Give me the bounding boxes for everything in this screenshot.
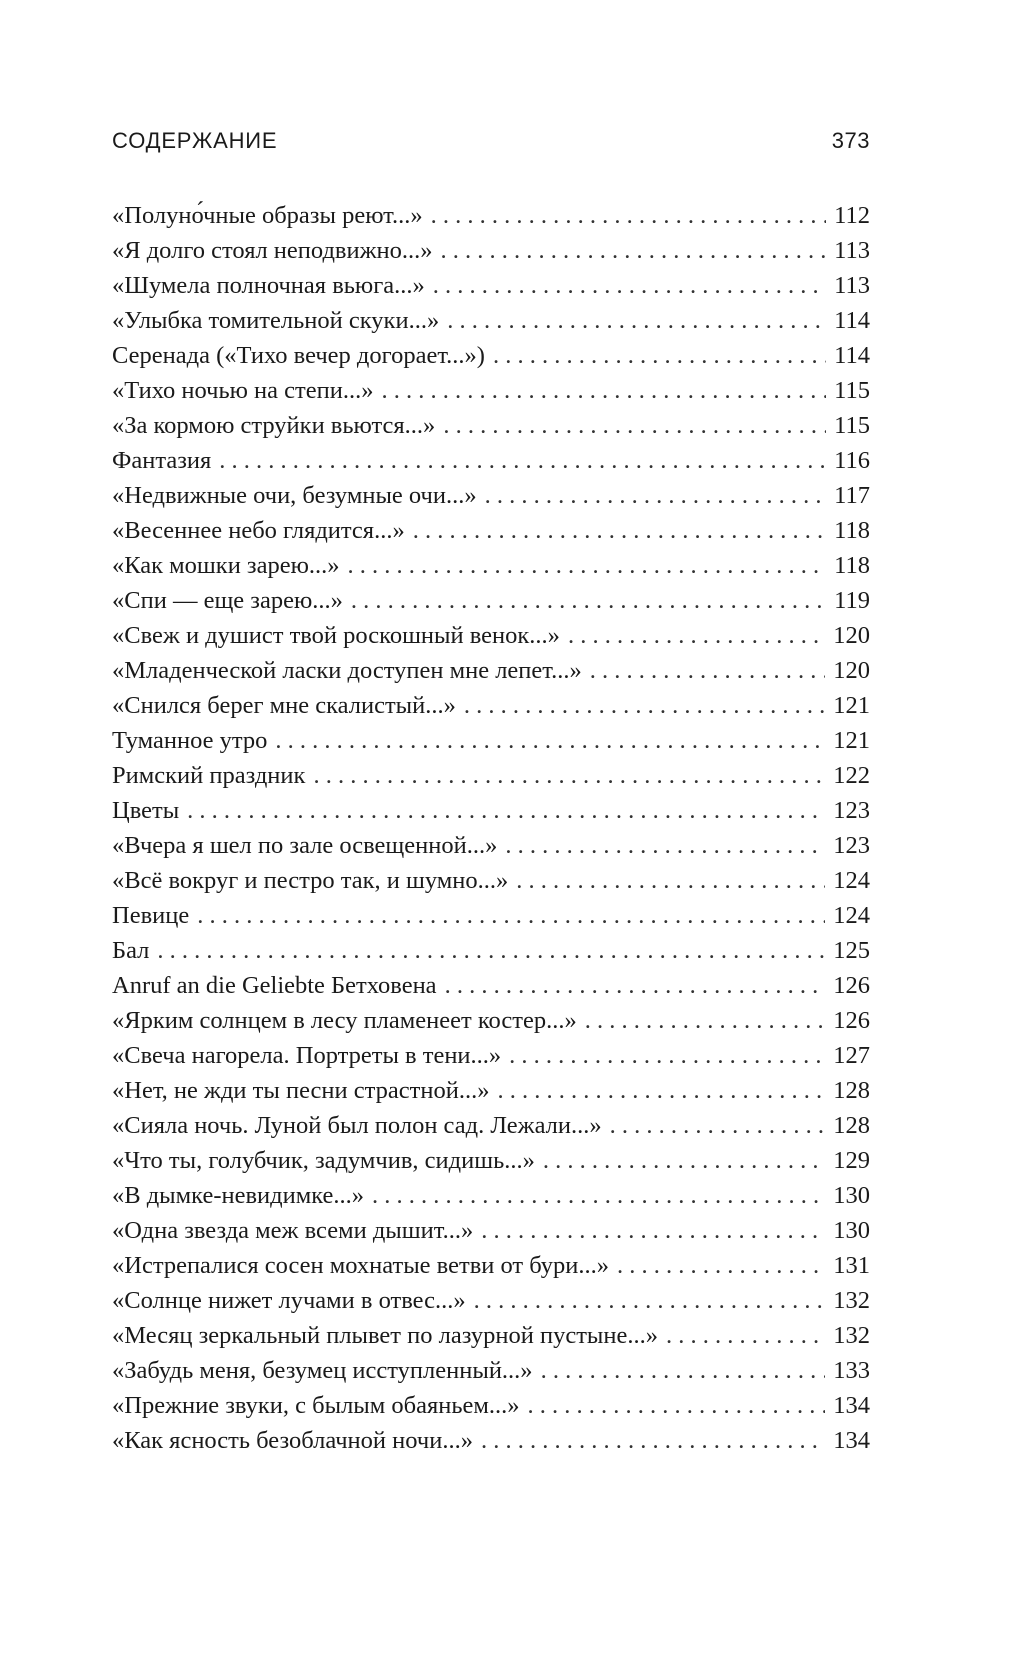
toc-entry-title: «Шумела полночная вьюга...» <box>112 272 425 299</box>
toc-entry-title: Туманное утро <box>112 727 268 754</box>
toc-entry-page: 127 <box>833 1042 870 1069</box>
toc-entry <box>112 1318 870 1353</box>
toc-entry-title: «Снился берег мне скалистый...» <box>112 692 456 719</box>
toc-entry-page: 125 <box>833 937 870 964</box>
toc-entry <box>112 233 870 268</box>
toc-entry <box>112 1108 870 1143</box>
dot-leader <box>541 1353 826 1388</box>
toc-entry <box>112 688 870 723</box>
toc-entry-page: 112 <box>834 202 870 229</box>
toc-entry-title: «Свеча нагорела. Портреты в тени...» <box>112 1042 502 1069</box>
toc-entry-title: «Как мошки зарею...» <box>112 552 340 579</box>
toc-entry-page: 115 <box>834 377 870 404</box>
toc-entry-title: «Весеннее небо глядится...» <box>112 517 405 544</box>
toc-entry-title: «Вчера я шел по зале освещенной...» <box>112 832 498 859</box>
toc-entry-title: «Недвижные очи, безумные очи...» <box>112 482 477 509</box>
dot-leader <box>372 1178 825 1213</box>
toc-entry <box>112 1003 870 1038</box>
toc-entry-page: 114 <box>834 342 870 369</box>
toc-entry-page: 116 <box>834 447 870 474</box>
dot-leader <box>617 1248 825 1283</box>
toc-entry-page: 124 <box>833 902 870 929</box>
toc-entry-page: 132 <box>833 1322 870 1349</box>
dot-leader <box>485 478 827 513</box>
toc-entry-title: «Прежние звуки, с былым обаяньем...» <box>112 1392 520 1419</box>
running-head <box>112 128 870 172</box>
toc-entry-title: «За кормою струйки вьются...» <box>112 412 436 439</box>
toc-entry <box>112 443 870 478</box>
toc-entry-title: Бал <box>112 937 150 964</box>
dot-leader <box>381 373 826 408</box>
toc-entry-title: «Свеж и душист твой роскошный венок...» <box>112 622 560 649</box>
toc-entry-page: 126 <box>833 972 870 999</box>
toc-entry-title: «Сияла ночь. Луной был полон сад. Лежали...» <box>112 1112 602 1139</box>
toc-entry <box>112 373 870 408</box>
toc-entry <box>112 1213 870 1248</box>
toc-entry <box>112 583 870 618</box>
dot-leader <box>443 408 826 443</box>
table-of-contents <box>112 198 870 1458</box>
toc-entry-page: 120 <box>833 657 870 684</box>
toc-entry-title: «Забудь меня, безумец исступленный...» <box>112 1357 533 1384</box>
dot-leader <box>447 303 826 338</box>
dot-leader <box>497 1073 825 1108</box>
toc-entry-title: «В дымке-невидимке...» <box>112 1182 365 1209</box>
toc-entry-page: 134 <box>833 1427 870 1454</box>
toc-entry-page: 128 <box>833 1112 870 1139</box>
toc-entry-page: 126 <box>833 1007 870 1034</box>
toc-entry <box>112 863 870 898</box>
toc-entry-page: 122 <box>833 762 870 789</box>
dot-leader <box>433 268 826 303</box>
dot-leader <box>464 688 825 723</box>
toc-entry <box>112 1038 870 1073</box>
toc-entry <box>112 898 870 933</box>
toc-entry-title: Anruf an die Geliebte Бетховена <box>112 972 437 999</box>
dot-leader <box>413 513 826 548</box>
toc-entry-page: 120 <box>833 622 870 649</box>
toc-entry <box>112 1143 870 1178</box>
toc-entry-page: 118 <box>834 552 870 579</box>
toc-entry <box>112 758 870 793</box>
dot-leader <box>348 548 827 583</box>
toc-entry-title: «Что ты, голубчик, задумчив, сидишь...» <box>112 1147 535 1174</box>
dot-leader <box>516 863 825 898</box>
book-page <box>112 128 870 1458</box>
toc-entry <box>112 198 870 233</box>
toc-entry-title: «Истрепалися сосен мохнатые ветви от бури...» <box>112 1252 610 1279</box>
toc-entry-title: «Тихо ночью на степи...» <box>112 377 374 404</box>
dot-leader <box>474 1283 826 1318</box>
toc-entry <box>112 513 870 548</box>
dot-leader <box>509 1038 825 1073</box>
toc-entry-page: 123 <box>833 797 870 824</box>
toc-entry-page: 128 <box>833 1077 870 1104</box>
toc-entry-page: 131 <box>833 1252 870 1279</box>
toc-entry <box>112 303 870 338</box>
dot-leader <box>666 1318 825 1353</box>
toc-entry-title: Певице <box>112 902 190 929</box>
toc-entry-page: 134 <box>833 1392 870 1419</box>
toc-entry <box>112 548 870 583</box>
dot-leader <box>543 1143 825 1178</box>
dot-leader <box>275 723 825 758</box>
toc-entry-page: 132 <box>833 1287 870 1314</box>
dot-leader <box>481 1423 825 1458</box>
toc-entry-title: «Месяц зеркальный плывет по лазурной пустыне...» <box>112 1322 658 1349</box>
section-title: СОДЕРЖАНИЕ <box>112 128 278 153</box>
toc-entry <box>112 968 870 1003</box>
toc-entry-page: 113 <box>834 237 870 264</box>
toc-entry-page: 129 <box>833 1147 870 1174</box>
toc-entry-page: 118 <box>834 517 870 544</box>
toc-entry <box>112 1353 870 1388</box>
toc-entry-page: 114 <box>834 307 870 334</box>
toc-entry-title: Цветы <box>112 797 180 824</box>
dot-leader <box>528 1388 826 1423</box>
dot-leader <box>585 1003 826 1038</box>
toc-entry-page: 123 <box>833 832 870 859</box>
toc-entry-title: «Как ясность безоблачной ночи...» <box>112 1427 473 1454</box>
toc-entry <box>112 1283 870 1318</box>
toc-entry-page: 130 <box>833 1217 870 1244</box>
toc-entry-page: 130 <box>833 1182 870 1209</box>
toc-entry <box>112 933 870 968</box>
toc-entry-page: 117 <box>834 482 870 509</box>
dot-leader <box>219 443 826 478</box>
toc-entry <box>112 723 870 758</box>
dot-leader <box>313 758 825 793</box>
toc-entry-page: 115 <box>834 412 870 439</box>
dot-leader <box>197 898 825 933</box>
dot-leader <box>493 338 826 373</box>
toc-entry-page: 113 <box>834 272 870 299</box>
dot-leader <box>157 933 825 968</box>
toc-entry <box>112 408 870 443</box>
toc-entry <box>112 618 870 653</box>
toc-entry <box>112 1073 870 1108</box>
toc-entry-page: 119 <box>834 587 870 614</box>
toc-entry-title: Римский праздник <box>112 762 306 789</box>
toc-entry-title: «Ярким солнцем в лесу пламенеет костер...» <box>112 1007 577 1034</box>
toc-entry <box>112 1423 870 1458</box>
toc-entry-title: «Спи — еще зарею...» <box>112 587 343 614</box>
toc-entry <box>112 653 870 688</box>
toc-entry-title: «Полуно́чные образы реют...» <box>112 202 423 229</box>
dot-leader <box>431 198 826 233</box>
toc-entry-title: «Солнце нижет лучами в отвес...» <box>112 1287 466 1314</box>
toc-entry-title: «Улыбка томительной скуки...» <box>112 307 440 334</box>
dot-leader <box>441 233 827 268</box>
page-number: 373 <box>831 128 870 153</box>
toc-entry-title: «Я долго стоял неподвижно...» <box>112 237 433 264</box>
toc-entry <box>112 478 870 513</box>
toc-entry <box>112 828 870 863</box>
toc-entry-page: 121 <box>833 692 870 719</box>
toc-entry <box>112 1248 870 1283</box>
dot-leader <box>351 583 826 618</box>
toc-entry-page: 133 <box>833 1357 870 1384</box>
toc-entry-title: «Нет, не жди ты песни страстной...» <box>112 1077 490 1104</box>
toc-entry <box>112 1178 870 1213</box>
toc-entry <box>112 338 870 373</box>
toc-entry-page: 124 <box>833 867 870 894</box>
toc-entry-title: Серенада («Тихо вечер догорает...») <box>112 342 485 369</box>
dot-leader <box>505 828 825 863</box>
toc-entry-title: Фантазия <box>112 447 212 474</box>
toc-entry <box>112 1388 870 1423</box>
dot-leader <box>187 793 825 828</box>
toc-entry-title: «Одна звезда меж всеми дышит...» <box>112 1217 474 1244</box>
toc-entry-title: «Всё вокруг и пестро так, и шумно...» <box>112 867 509 894</box>
dot-leader <box>481 1213 825 1248</box>
dot-leader <box>568 618 825 653</box>
toc-entry-page: 121 <box>833 727 870 754</box>
dot-leader <box>445 968 826 1003</box>
toc-entry-title: «Младенческой ласки доступен мне лепет...» <box>112 657 582 684</box>
dot-leader <box>610 1108 826 1143</box>
toc-entry <box>112 793 870 828</box>
toc-entry <box>112 268 870 303</box>
dot-leader <box>590 653 825 688</box>
